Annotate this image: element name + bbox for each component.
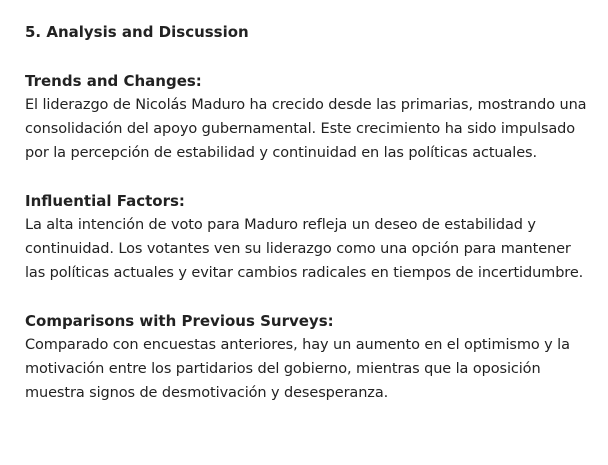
influential-factors-heading: Influential Factors:	[25, 192, 185, 210]
trends-heading: Trends and Changes:	[25, 72, 202, 90]
influential-factors-paragraph: La alta intención de voto para Maduro refleja un deseo de estabilidad y continuidad. Los votantes ven su liderazgo como una opción para mantener las políticas actuales y evitar cambios radicales en tiempos de incertidumbre.	[25, 217, 584, 281]
comparisons-paragraph: Comparado con encuestas anteriores, hay un aumento en el optimismo y la motivación entre los partidarios del gobierno, mientras que la oposición muestra signos de desmotivación y desesperanza.	[25, 337, 570, 401]
comparisons-section	[25, 309, 588, 405]
section-title: 5. Analysis and Discussion	[25, 23, 249, 41]
comparisons-heading: Comparisons with Previous Surveys:	[25, 312, 334, 330]
trends-paragraph: El liderazgo de Nicolás Maduro ha crecido desde las primarias, mostrando una consolidación del apoyo gubernamental. Este crecimiento ha sido impulsado por la percepción de estabilidad y continuidad en las políticas actuales.	[25, 97, 587, 161]
trends-section	[25, 69, 588, 165]
influential-factors-section	[25, 189, 588, 285]
